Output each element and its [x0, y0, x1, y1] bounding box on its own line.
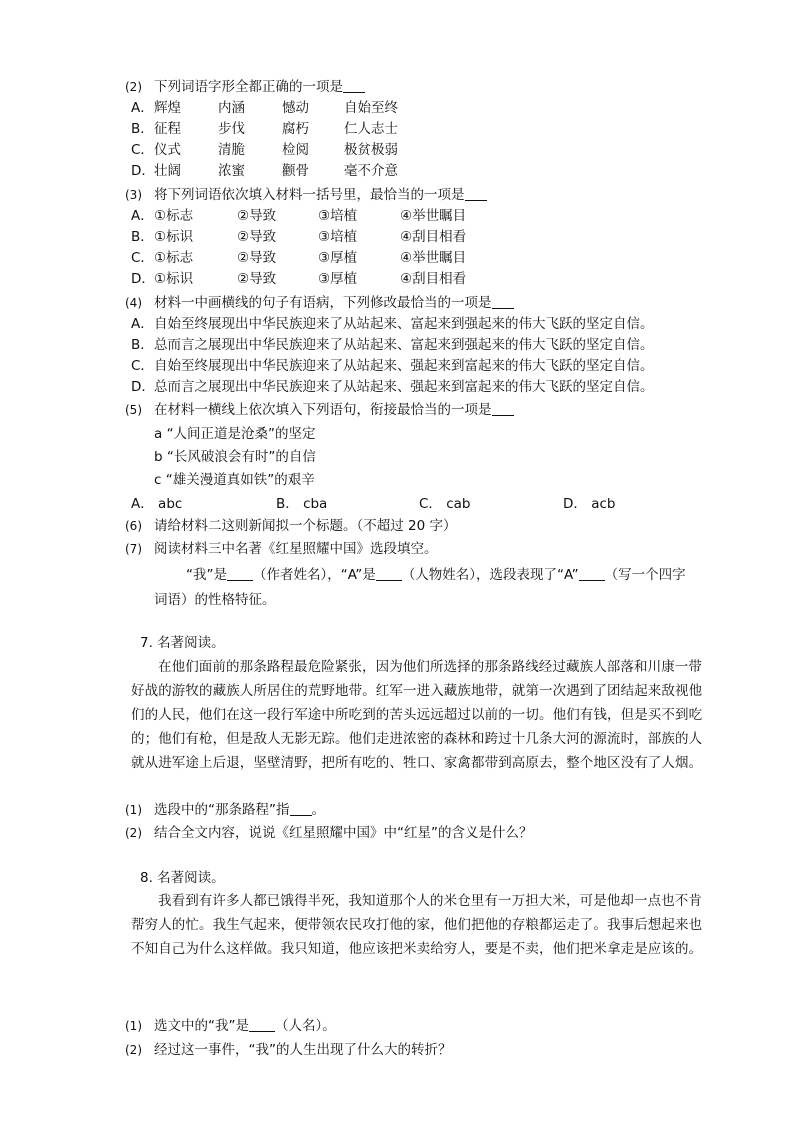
section-7-passage: 在他们面前的那条路程最危险紧张，因为他们所选择的那条路线经过藏族人部落和川康一带好战的游牧的藏族人所居住的荒野地带。红军一进入藏族地带，就第一次遇到了团结起来敌视他们的人民，他们在这一段行军途中所吃到的苦头远远超过以前的一切。他们有钱，但是买不到吃的；他们有枪，但是敌人无影无踪。他们走进浓密的森林和跨过十几条大河的源流时，部族的人就从进军途上后退，坚壁清野，把所有吃的、牲口、家禽都带到高原去，整个地区没有了人烟。 [131, 659, 703, 771]
person-blank[interactable] [376, 566, 402, 581]
question-number: (1) [125, 1019, 142, 1033]
answer-blank[interactable] [343, 78, 365, 93]
q5-option-c[interactable]: C． cab [419, 496, 471, 512]
section-8-passage: 我看到有许多人都已饿得半死，我知道那个人的米仓里有一万担大米，可是他却一点也不肯帮穷人的忙。我生气起来，便带领农民攻打他的家，他们把他的存粮都运走了。我事后想起来也不知自己为什么这样做。我只知道，他应该把米卖给穷人，要是不卖，他们把米拿走是应该的。 [131, 893, 703, 957]
question-number: (2) [125, 80, 142, 94]
author-blank[interactable] [227, 566, 253, 581]
question-stem: 阅读材料三中名著《红星照耀中国》选段填空。 [154, 541, 438, 557]
question-stem: 选段中的“那条路程”指 [154, 802, 290, 818]
question-number: (5) [125, 403, 142, 417]
question-number: (3) [125, 188, 142, 202]
question-number: (1) [125, 803, 142, 817]
question-stem: 结合全文内容，说说《红星照耀中国》中“红星”的含义是什么？ [154, 825, 533, 841]
answer-blank[interactable] [290, 801, 312, 816]
question-stem: 将下列词语依次填入材料一括号里，最恰当的一项是 [154, 187, 465, 203]
question-stem: 选文中的“我”是 [154, 1018, 249, 1034]
q7-fill-line-1: “我”是 （作者姓名），“A”是 （人物姓名），选段表现了“A” （写一个四字 [186, 567, 686, 583]
question-number: (2) [125, 1043, 142, 1057]
answer-blank[interactable] [249, 1017, 275, 1032]
answer-blank[interactable] [492, 401, 514, 416]
q5-option-b[interactable]: B． cba [276, 496, 328, 512]
question-number: (4) [125, 296, 142, 310]
idiom-blank[interactable] [579, 566, 605, 581]
exam-page: (2) 下列词语字形全都正确的一项是 A． 辉煌 内涵 憾动 自始至终 B． 征程 步伐 腐朽 仁人志士 C． 仪式 清脆 检阅 极贫极弱 D． 壮阔 浓蜜 颧骨 毫不介意 (3) 将下列词语依次填入材料一括号里，最恰当的一项是 A． ①标志 ②导致 ③培植 ④举世瞩目 B． ①标识 ②导致 ③培植 ④刮目相看 C． ①标志 ②导致 ③厚植 ④举世瞩目 D． ①标识 ②导致 ③厚植 ④刮目相看 (4) 材料一中画横线的句子有语病，下列修改最恰当的一项是 A． 自始至终展现出中华民族迎来了从站起来、富起来到强起来的伟大飞跃的坚定自信。 B． 总而言之展现出中华民族迎来了从站起来、富起来到强起来的伟大飞跃的坚定自信。 C． 自始至终展现出中华民族迎来了从站起来、强起来到富起来的伟大飞跃的坚定自信。 D． 总而言之展现出中华民族迎来了从站起来、强起来到富起来的伟大飞跃的坚定自信。 (5) 在材料一横线上依次填入下列语句，衔接最恰当的一项是 a “人间正道是沧桑”的坚定 b “长风破浪会有时”的自信 c “雄关漫道真如铁”的艰辛 A． abc B． cba C． cab D． acb (6) 请给材料二这则新闻拟一个标题。（不超过 20 字） (7) 阅读材料三中名著《红星照耀中国》选段填空。 “我”是 （作者姓名），“A”是 （人物姓名），选段表现了“A” （写一个四字 词语）的性格特征。 7. 名著阅读。 在他们面前的那条路程最危险紧张，因为他们所选择的那条路线经过藏族人部落和川康一带好战的游牧的藏族人所居住的荒野地带。红军一进入藏族地带，就第一次遇到了团结起来敌视他们的人民，他们在这一段行军途中所吃到的苦头远远超过以前的一切。他们有钱，但是买不到吃的；他们有枪，但是敌人无影无踪。他们走进浓密的森林和跨过十几条大河的源流时，部族的人就从进军途上后退，坚壁清野，把所有吃的、牲口、家禽都带到高原去，整个地区没有了人烟。 (1) 选段中的“那条路程”指 。 (2) 结合全文内容，说说《红星照耀中国》中“红星”的含义是什么？ 8. 名著阅读。 我看到有许多人都已饿得半死，我知道那个人的米仓里有一万担大米，可是他却一点也不肯帮穷人的忙。我生气起来，便带领农民攻打他的家，他们把他的存粮都运走了。我事后想起来也不知自己为什么这样做。我只知道，他应该把米卖给穷人，要是不卖，他们把米拿走是应该的。 (1) 选文中的“我”是 （人名）。 (2) 经过这一事件，“我”的人生出现了什么大的转折？ [0, 0, 794, 1123]
question-number: (6) [125, 519, 142, 533]
question-number: (2) [125, 826, 142, 840]
question-stem: 材料一中画横线的句子有语病，下列修改最恰当的一项是 [154, 295, 492, 311]
q5-option-a[interactable]: A． abc [131, 496, 183, 512]
q5-option-d[interactable]: D． acb [563, 496, 616, 512]
question-stem: 在材料一横线上依次填入下列语句，衔接最恰当的一项是 [154, 402, 492, 418]
q7-fill-line-2: 词语）的性格特征。 [154, 592, 276, 608]
section-7-title: 7. 名著阅读。 [140, 635, 225, 651]
section-8-title: 8. 名著阅读。 [140, 870, 225, 886]
question-number: (7) [125, 542, 142, 556]
question-stem: 请给材料二这则新闻拟一个标题。（不超过 20 字） [154, 518, 457, 534]
question-stem: 经过这一事件，“我”的人生出现了什么大的转折？ [154, 1042, 452, 1058]
question-stem: 下列词语字形全都正确的一项是 [154, 79, 343, 95]
answer-blank[interactable] [465, 186, 487, 201]
answer-blank[interactable] [492, 294, 514, 309]
